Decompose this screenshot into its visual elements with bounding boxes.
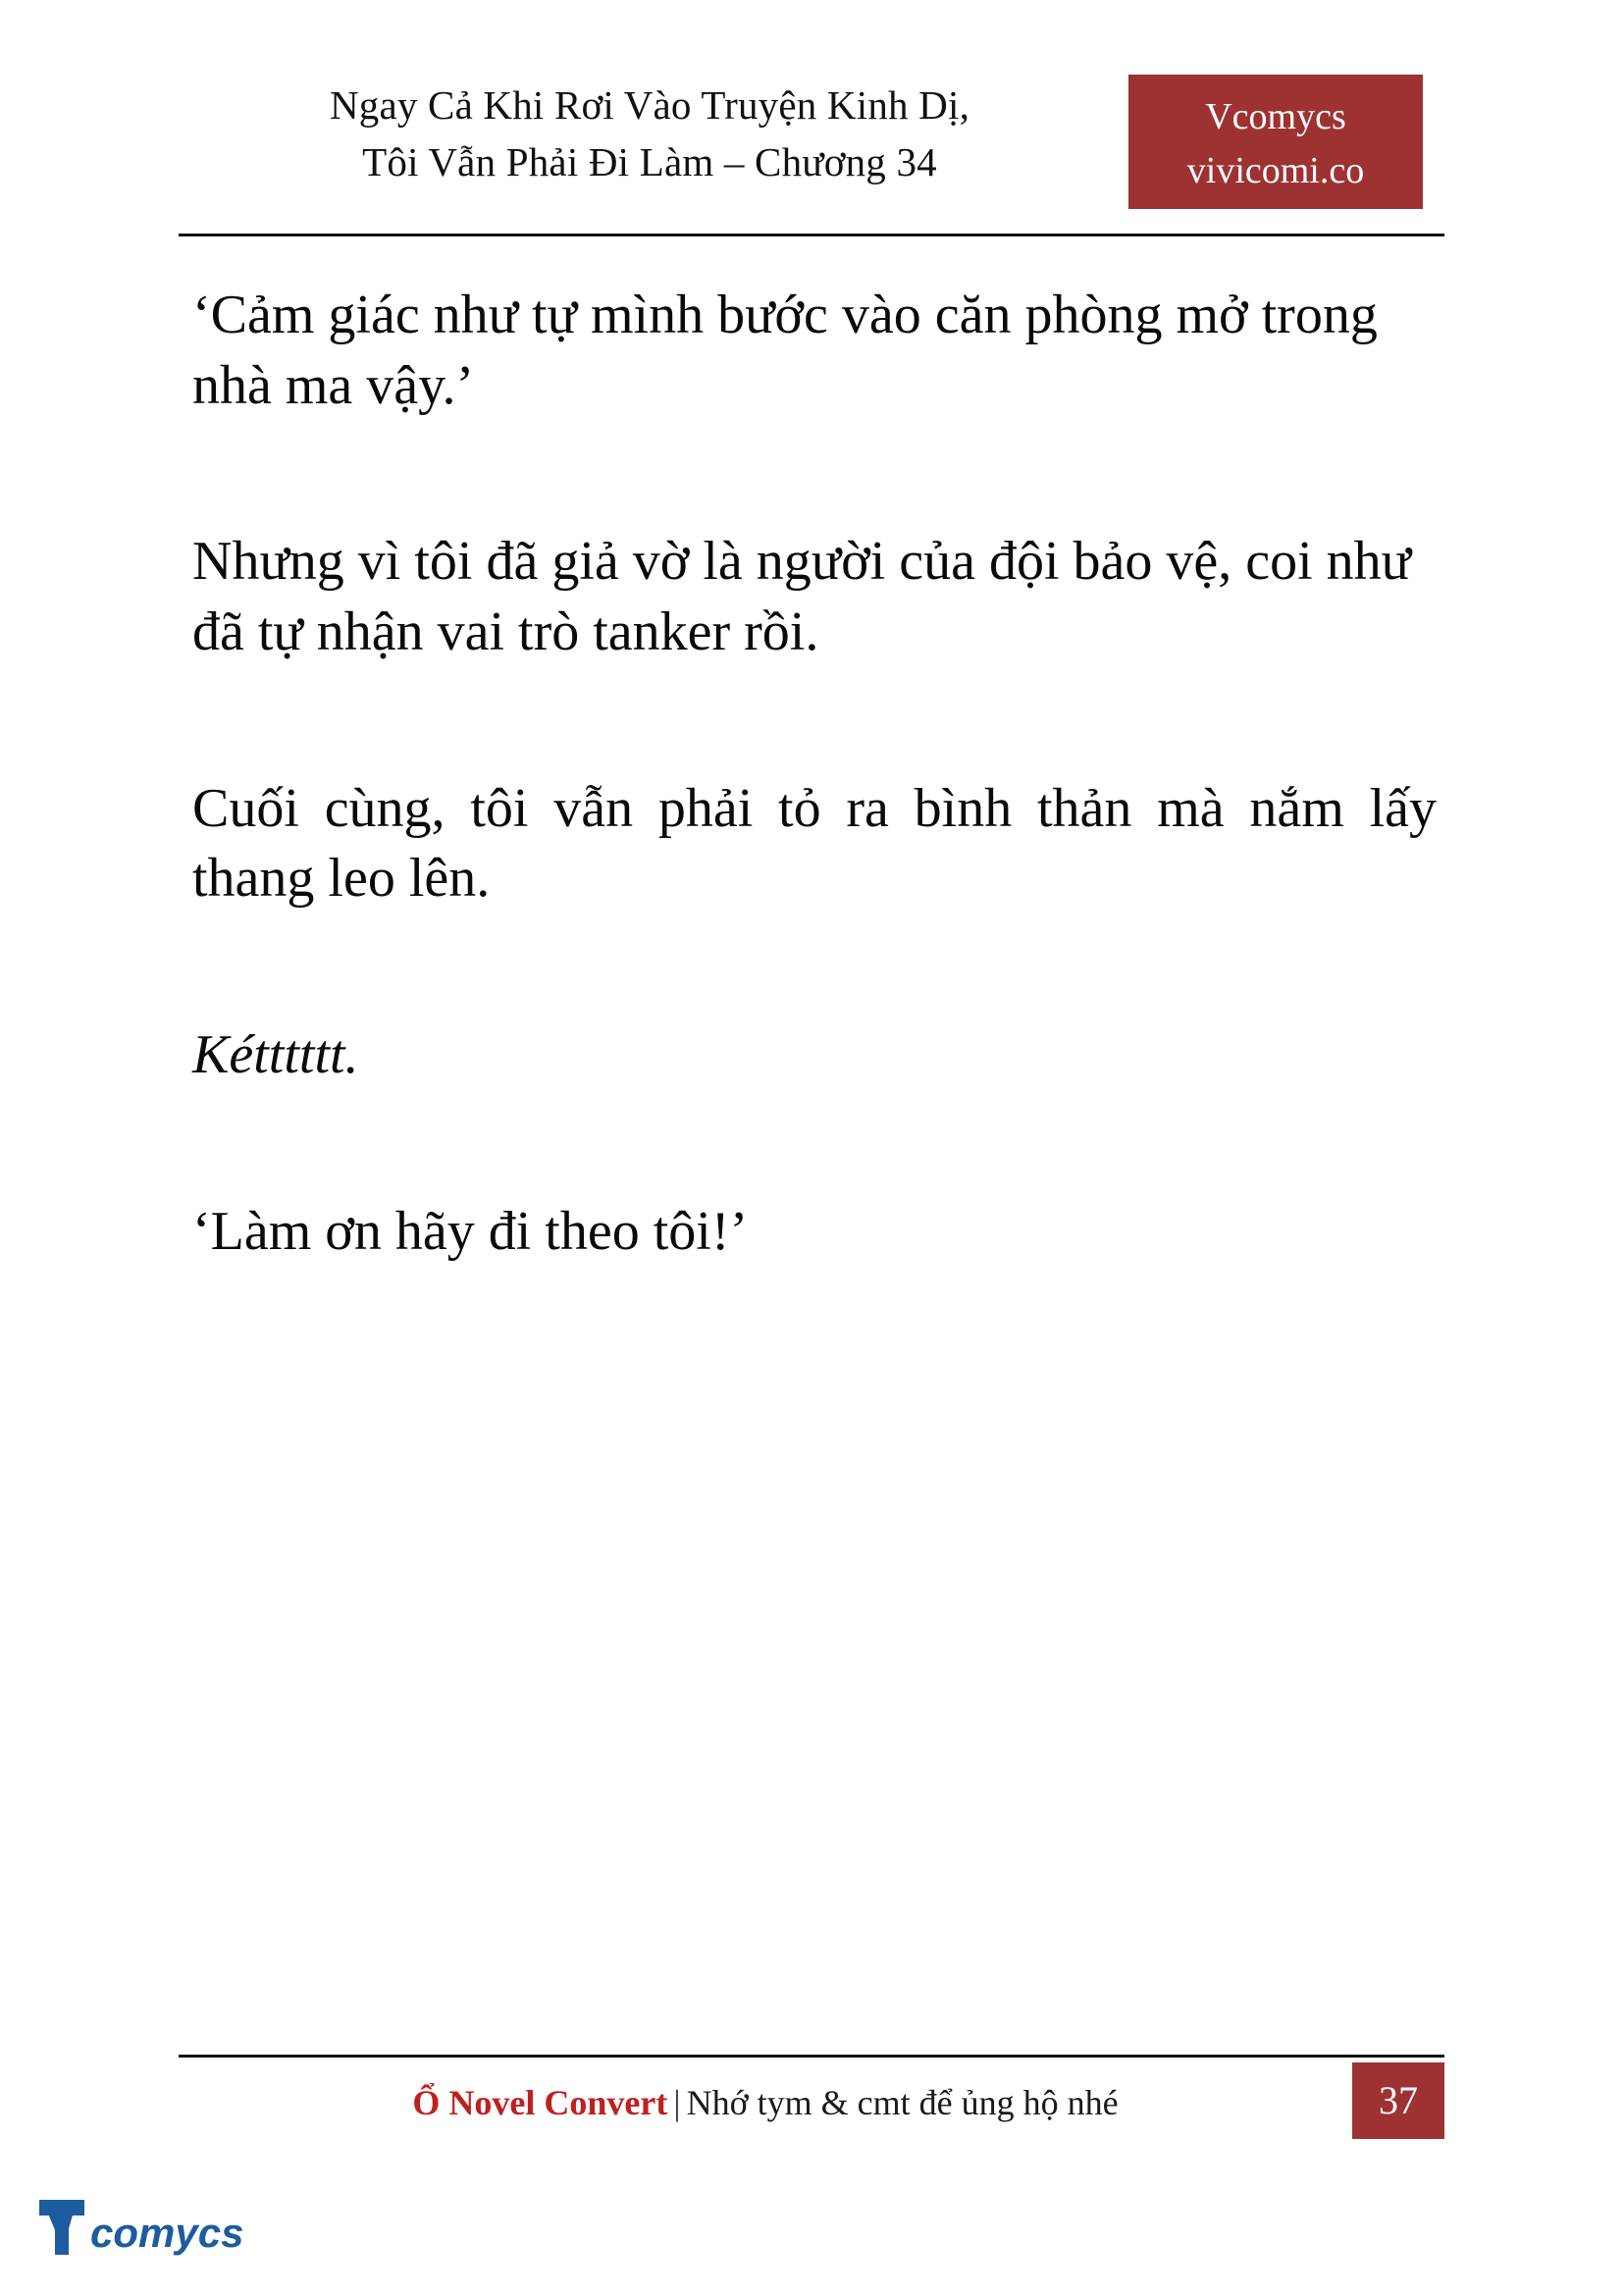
paragraph: ‘Làm ơn hãy đi theo tôi!’ [192, 1200, 749, 1262]
footer-divider [179, 2055, 1444, 2058]
footer-credit [179, 2080, 1352, 2126]
site-badge-url: vivicomi.co [1186, 150, 1365, 192]
paragraph: Nhưng vì tôi đã giả vờ là người của đội bảo vệ, coi như đã tự nhận vai trò tanker rồi. [192, 531, 1412, 663]
site-badge-name: Vcomycs [1205, 96, 1346, 137]
paragraph: ‘Cảm giác như tự mình bước vào căn phòng mở trong nhà ma vậy.’ [192, 285, 1378, 416]
vcomycs-watermark-logo [33, 2186, 269, 2270]
page-content [192, 281, 1437, 1373]
header-title-line-2: Tôi Vẫn Phải Đi Làm – Chương 34 [362, 139, 937, 185]
svg-text:comycs: comycs [90, 2210, 244, 2256]
footer-brand: Ổ Novel Convert [412, 2083, 668, 2122]
vcomycs-logo-icon [33, 2186, 269, 2270]
header-title [179, 77, 1121, 190]
page-number: 37 [1352, 2062, 1444, 2139]
header-divider [179, 234, 1444, 236]
paragraph: Cuối cùng, tôi vẫn phải tỏ ra bình thản mà nắm lấy thang leo lên. [192, 777, 1437, 910]
page-footer [179, 2072, 1444, 2149]
page-header [179, 77, 1444, 224]
site-badge [1128, 75, 1423, 209]
header-title-line-1: Ngay Cả Khi Rơi Vào Truyện Kinh Dị, [329, 82, 970, 128]
footer-note: Nhớ tym & cmt để ủng hộ nhé [686, 2083, 1119, 2122]
paragraph: Kétttttt. [192, 1024, 359, 1086]
footer-separator: | [673, 2083, 681, 2122]
